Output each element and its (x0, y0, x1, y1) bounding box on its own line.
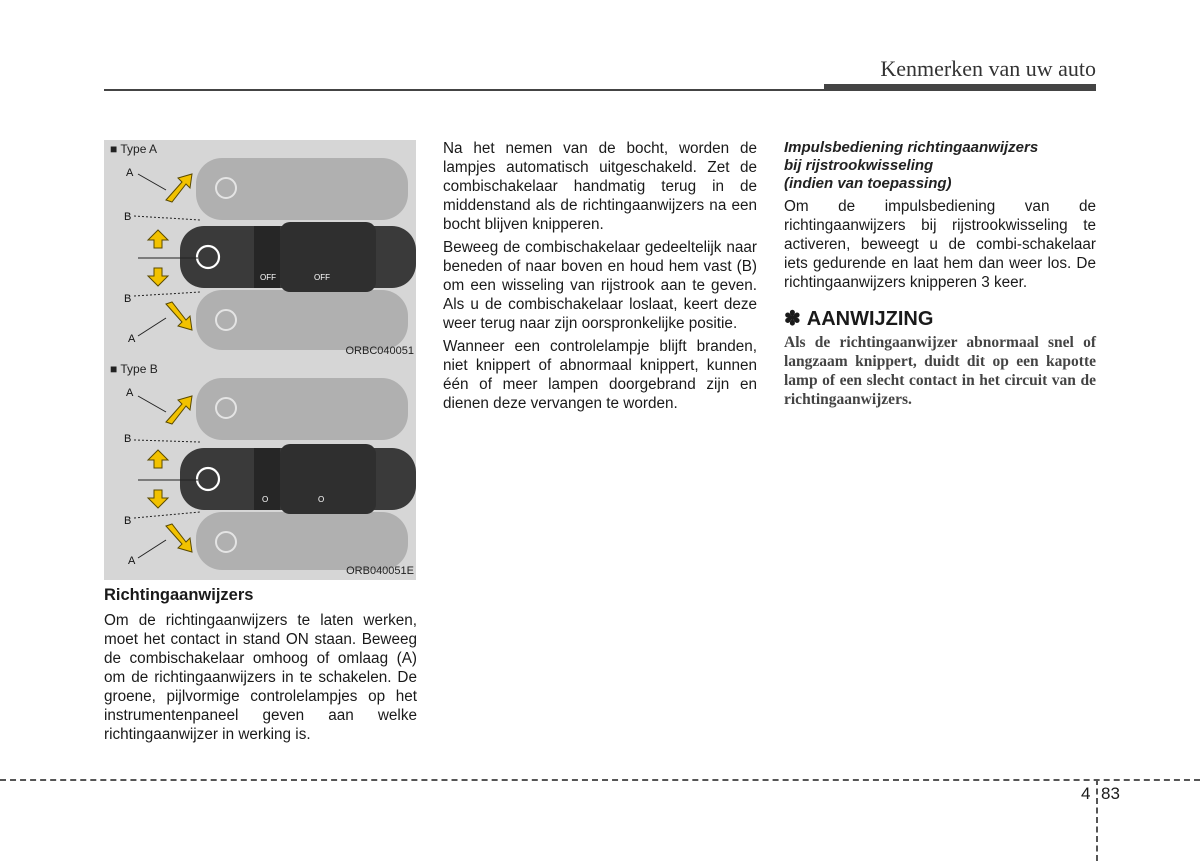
svg-text:A: A (126, 167, 134, 179)
note-text: Als de richtingaanwijzer abnormaal snel of langzaam knippert, duidt dit op een kapotte lamp of een slecht contact in het circuit van de richtingaanwijzers. (784, 334, 1096, 408)
svg-text:A: A (126, 387, 134, 399)
svg-text:A: A (128, 555, 136, 567)
column-right (784, 139, 1096, 409)
footer-divider (0, 779, 1200, 781)
svg-text:O: O (262, 495, 269, 504)
paragraph: Na het nemen van de bocht, worden de lampjes automatisch uitgeschakeld. Zet de combischakelaar handmatig terug in de middenstand als de richtingaanwijzers na een bocht blijven knipperen. (443, 140, 757, 233)
page-number: 83 (1101, 784, 1120, 803)
svg-text:B: B (124, 211, 132, 223)
note-heading (784, 310, 1096, 329)
figure-code: ORB040051E (346, 565, 414, 577)
figure-code: ORBC040051 (345, 345, 414, 357)
header-rule-accent (824, 84, 1096, 91)
section-heading: Richtingaanwijzers (104, 586, 254, 604)
paragraph: Wanneer een controlelampje blijft branden, niet knippert of abnormaal knippert, kunnen één of meer lampen doorgebrand zijn en dienen deze vervangen te worden. (443, 338, 757, 412)
chapter-number: 4 (1081, 784, 1091, 803)
figure-type-a (104, 140, 416, 360)
asterisk-icon: ✽ (784, 308, 801, 330)
paragraph: Om de richtingaanwijzers te laten werken, moet het contact in stand ON staan. Beweeg de combischakelaar omhoog of omlaag (A) om de richtingaanwijzers in te schakelen. De groene, pijlvormige controlelampjes op het instrumentenpaneel geven aan welke richtingaanwijzer in werking is. (104, 612, 417, 743)
figure-type-label: ■ Type A (110, 142, 158, 156)
svg-text:B: B (124, 433, 132, 445)
svg-text:B: B (124, 293, 132, 305)
column-left (104, 586, 417, 748)
header-rule (104, 89, 824, 91)
figure-type-label: ■ Type B (110, 362, 158, 376)
paragraph: Beweeg de combischakelaar gedeeltelijk naar beneden of naar boven en houd hem vast (B) om een wisseling van rijstrook aan te geven. Als u de combischakelaar loslaat, keert deze weer terug naar zijn oorspronkelijke positie. (443, 239, 757, 332)
svg-text:B: B (124, 515, 132, 527)
column-middle (443, 139, 757, 417)
note-title: AANWIJZING (806, 308, 934, 330)
paragraph: Om de impulsbediening van de richtingaanwijzers bij rijstrookwisseling te activeren, beweegt u de combi-schakelaar iets gedurende en laat hem dan weer los. De richtingaanwijzers knipperen 3 keer. (784, 198, 1096, 291)
running-header: Kenmerken van uw auto (880, 56, 1096, 81)
svg-text:OFF: OFF (314, 273, 330, 282)
svg-text:OFF: OFF (260, 273, 276, 282)
subsection-heading: Impulsbediening richtingaanwijzers bij rijstrookwisseling (indien van toepassing) (784, 139, 1039, 192)
svg-text:A: A (128, 333, 136, 345)
combination-switch-illustration (104, 360, 416, 580)
svg-text:O: O (318, 495, 325, 504)
footer-vertical-divider (1096, 779, 1098, 861)
combination-switch-illustration (104, 140, 416, 360)
figure-type-b (104, 360, 416, 580)
